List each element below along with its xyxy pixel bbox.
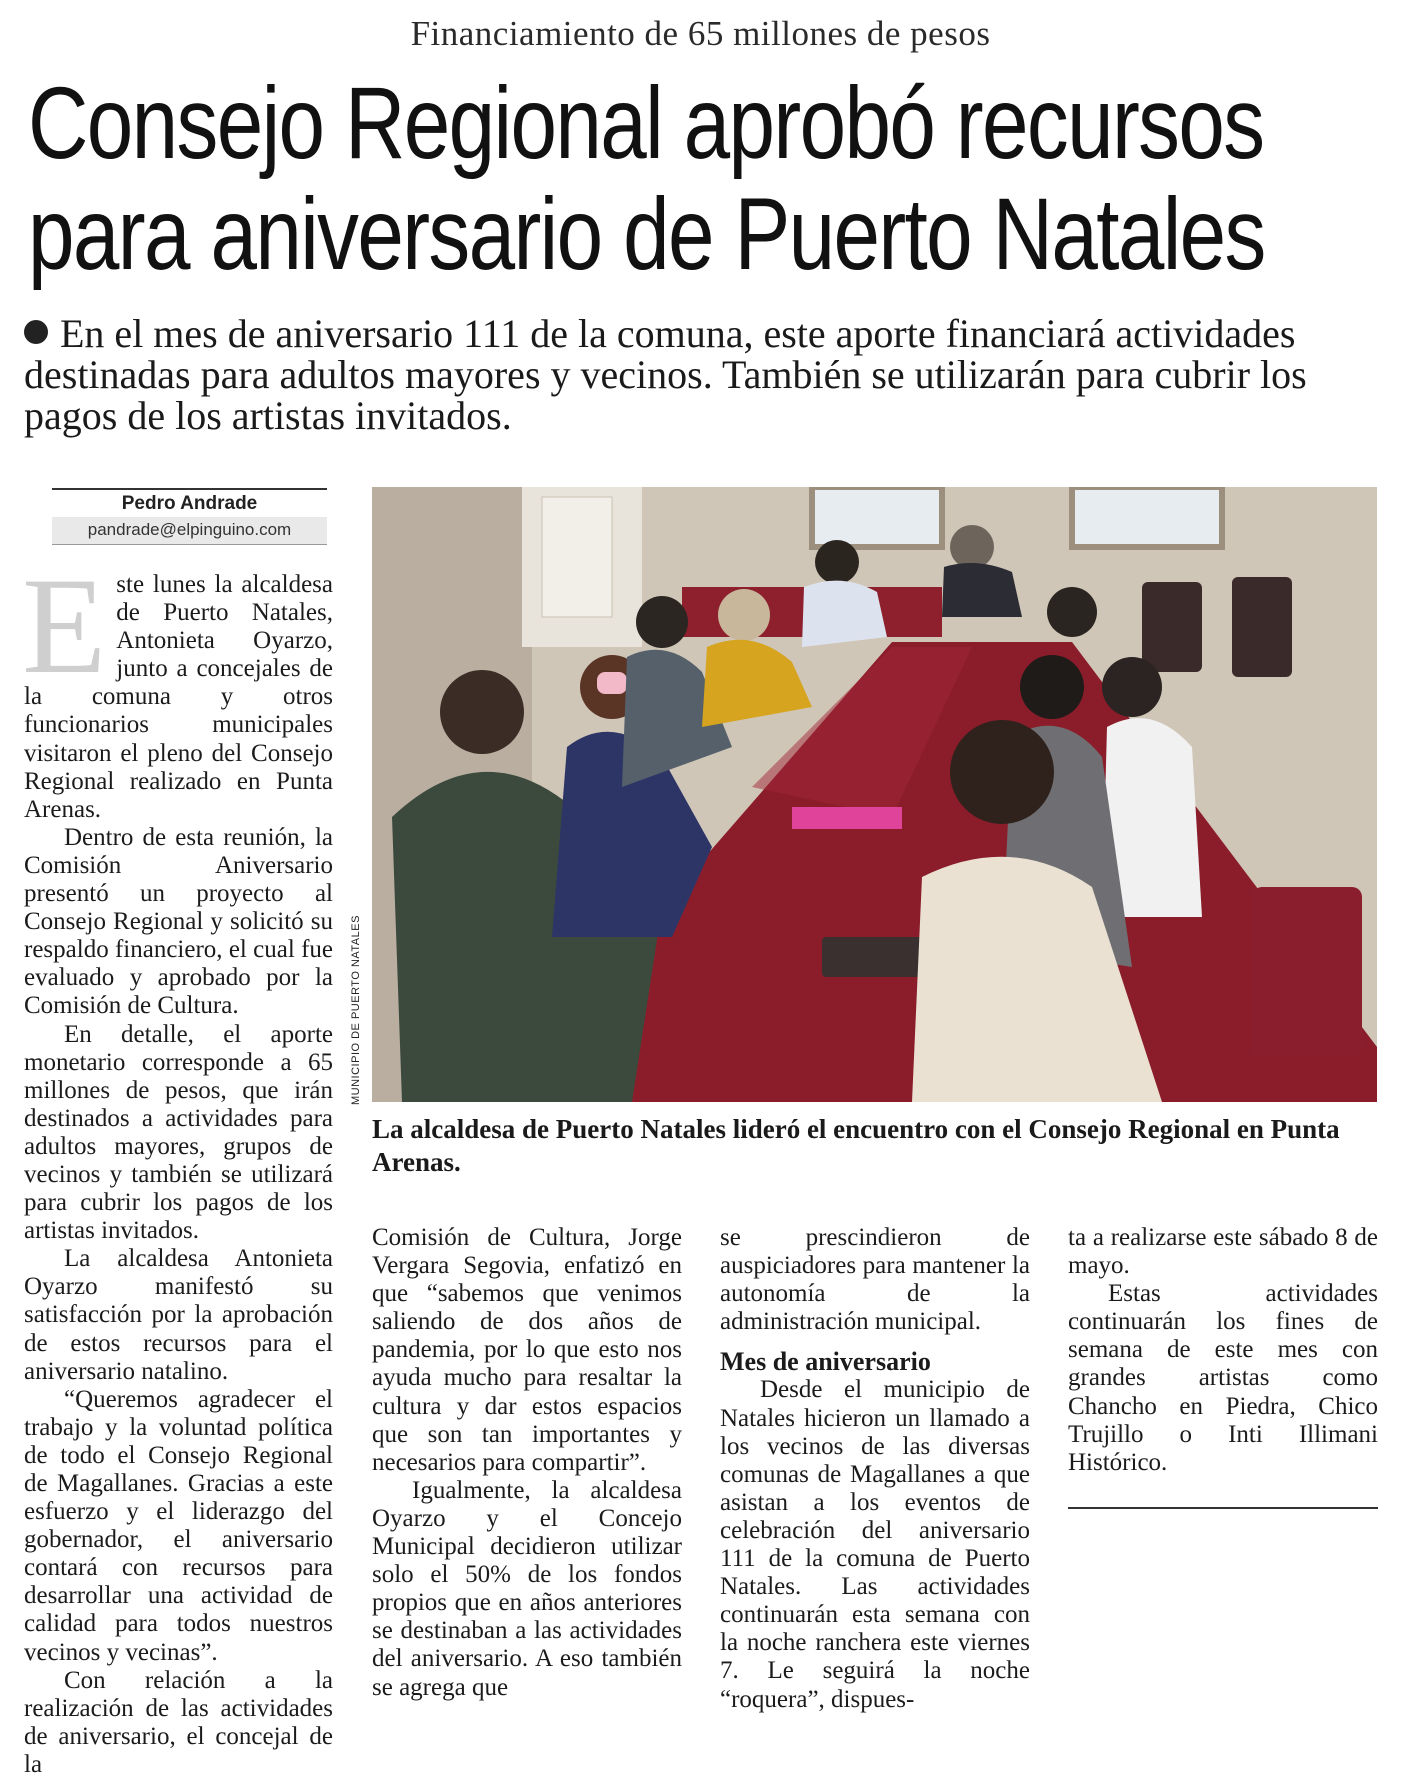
paragraph: Estas actividades continuarán los fines de semana de este mes con grandes artistas como Chancho en Piedra, Chico Trujillo o Inti Illimani Histórico. xyxy=(1068,1280,1378,1476)
article-column-1 xyxy=(22,549,333,1779)
article-column-2 xyxy=(372,1224,682,1702)
paragraph: Con relación a la realización de las actividades de aniversario, el concejal de la xyxy=(24,1666,333,1778)
paragraph: “Queremos agradecer el trabajo y la voluntad política de todo el Consejo Regional de Magallanes. Gracias a este esfuerzo y el liderazgo del gobernador, el aniversario contará con recursos para desarrollar una actividad de calidad para todos nuestros vecinos y vecinas”. xyxy=(24,1385,333,1666)
paragraph: Igualmente, la alcaldesa Oyarzo y el Concejo Municipal decidieron utilizar solo el 50% de los fondos propios que en años anteriores se destinaban a las actividades del aniversario. A eso también se agrega que xyxy=(372,1476,682,1701)
paragraph: Comisión de Cultura, Jorge Vergara Segovia, enfatizó en que “sabemos que venimos saliendo de dos años de pandemia, por lo que esto nos ayuda mucho para resaltar la cultura y dar estos espacios que son tan importantes y necesarios para compartir”. xyxy=(372,1224,682,1476)
author-name: Pedro Andrade xyxy=(121,493,258,514)
kicker: Financiamiento de 65 millones de pesos xyxy=(410,14,991,53)
author-email: pandrade@elpinguino.com xyxy=(52,517,327,545)
paragraph: En detalle, el aporte monetario corresponde a 65 millones de pesos, que irán destinados a actividades para adultos mayores, grupos de vecinos y también se utilizará para cubrir los pagos de los artistas invitados. xyxy=(24,1020,333,1245)
paragraph: Este lunes la alcaldesa de Puerto Natales, Antonieta Oyarzo, junto a concejales de la comuna y otros funcionarios municipales visitaron el pleno del Consejo Regional realizado en Punta Arenas. xyxy=(22,549,333,823)
paragraph: Desde el municipio de Natales hicieron un llamado a los vecinos de las diversas comunas de Magallanes a que asistan a los eventos de celebración del aniversario 111 de la comuna de Puerto Natales. Las actividades continuarán esta semana con la noche ranchera este viernes 7. Le seguirá la noche “roquera”, dispues- xyxy=(720,1376,1030,1713)
paragraph: Dentro de esta reunión, la Comisión Aniversario presentó un proyecto al Consejo Regional y solicitó su respaldo financiero, el cual fue evaluado y aprobado por la Comisión de Cultura. xyxy=(24,823,333,1020)
meeting-photo xyxy=(372,487,1377,1102)
drop-cap: E xyxy=(22,549,107,702)
article-column-3 xyxy=(720,1224,1030,1714)
headline xyxy=(28,66,1265,291)
end-rule xyxy=(1068,1507,1378,1509)
article-column-4 xyxy=(1068,1224,1378,1509)
lead-text: En el mes de aniversario 111 de la comuna, este aporte financiará actividades destinadas para adultos mayores y vecinos. También se utilizarán para cubrir los pagos de los artistas invitados. xyxy=(24,311,1307,438)
bullet-icon xyxy=(24,320,48,344)
paragraph: ta a realizarse este sábado 8 de mayo. xyxy=(1068,1224,1378,1280)
section-subhead: Mes de aniversario xyxy=(720,1347,931,1377)
headline-line-1: Consejo Regional aprobó recursos xyxy=(28,66,1264,180)
photo-caption: La alcaldesa de Puerto Natales lideró el encuentro con el Consejo Regional en Punta Arenas. xyxy=(372,1114,1340,1177)
byline xyxy=(52,488,327,545)
lead-paragraph xyxy=(24,313,1364,436)
headline-line-2: para aniversario de Puerto Natales xyxy=(28,177,1265,291)
paragraph: La alcaldesa Antonieta Oyarzo manifestó su satisfacción por la aprobación de estos recursos para el aniversario natalino. xyxy=(24,1245,333,1385)
paragraph: se prescindieron de auspiciadores para mantener la autonomía de la administración municipal. xyxy=(720,1224,1030,1336)
